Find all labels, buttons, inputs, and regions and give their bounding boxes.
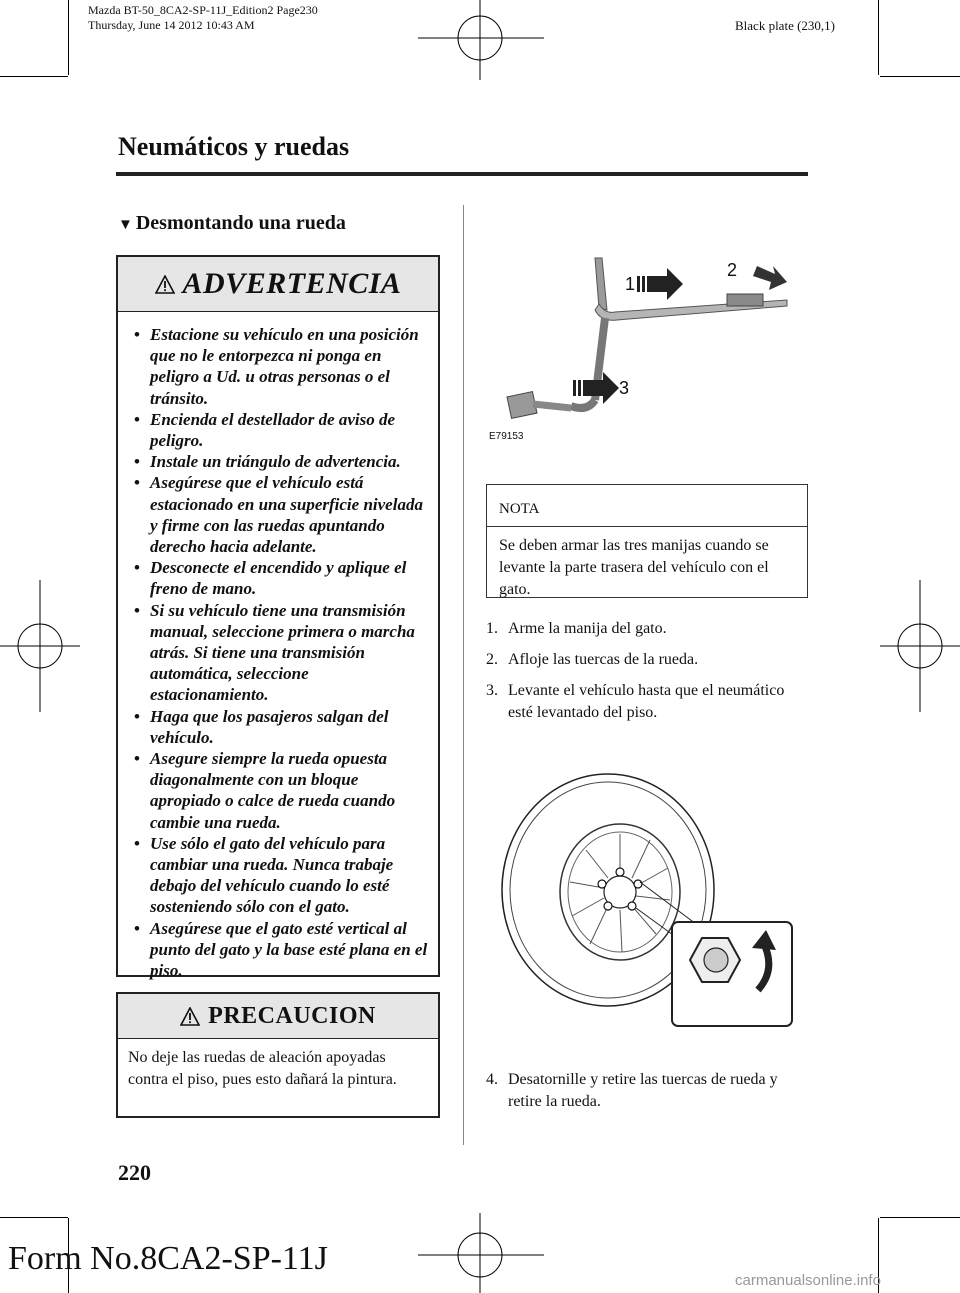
warning-list: [118, 312, 438, 981]
section-title: Desmontando una rueda: [135, 212, 346, 234]
section-heading: [118, 212, 346, 235]
chapter-title: Neumáticos y ruedas: [118, 132, 350, 161]
step-list: [486, 618, 808, 733]
crop-mark: [0, 1217, 68, 1218]
column-separator: [463, 205, 464, 1145]
warning-item: • Instale un triángulo de advertencia.: [130, 451, 430, 472]
registration-mark-bottom: [418, 1213, 544, 1293]
step-item: [486, 680, 808, 724]
warning-item: • Estacione su vehículo en una posición que no le entorpezca ni ponga en peligro a Ud. u otras personas o el tránsito.: [130, 324, 430, 409]
step-number: 3.: [486, 682, 498, 699]
caution-title: PRECAUCION: [208, 1002, 376, 1029]
print-meta-line2: Thursday, June 14 2012 10:43 AM: [88, 18, 255, 32]
warning-item: • Asegúrese que el gato esté vertical al punto del gato y la base esté plana en el piso.: [130, 918, 430, 982]
warning-item: • Encienda el destellador de aviso de peligro.: [130, 409, 430, 451]
warning-item: • Haga que los pasajeros salgan del vehículo.: [130, 706, 430, 748]
warning-item: • Desconecte el encendido y aplique el freno de mano.: [130, 557, 430, 599]
crop-mark: [880, 76, 960, 77]
callout-3: 3: [619, 378, 630, 398]
watermark: carmanualsonline.info: [735, 1272, 881, 1289]
warning-triangle-icon: [155, 275, 175, 294]
step-item: [486, 1069, 808, 1122]
section-marker: ▼: [118, 217, 133, 233]
caution-triangle-icon: [180, 1007, 200, 1026]
crop-mark: [878, 0, 879, 75]
arrow-icon: [753, 266, 787, 290]
registration-mark-top: [418, 0, 544, 80]
note-text: Se deben armar las tres manijas cuando se levante la parte trasera del vehículo con el gato.: [499, 537, 769, 598]
warning-item: • Use sólo el gato del vehículo para cambiar una rueda. Nunca trabaje debajo del vehículo cuando lo esté sosteniendo sólo con el gato.: [130, 833, 430, 918]
arrow-icon: [637, 268, 683, 300]
print-meta: [88, 3, 318, 33]
chapter-rule: [116, 172, 808, 176]
figure-code: E79153: [489, 431, 524, 442]
plate-label: Black plate (230,1): [735, 18, 835, 33]
warning-box: [116, 255, 440, 981]
step-text: Afloje las tuercas de la rueda.: [508, 651, 699, 668]
caution-header: [118, 994, 438, 1039]
warning-item: • Asegure siempre la rueda opuesta diagonalmente con un bloque apropiado o calce de rueda cuando cambie una rueda.: [130, 748, 430, 833]
page-number: 220: [118, 1160, 151, 1185]
caution-box: [116, 992, 440, 1118]
note-title: NOTA: [487, 485, 807, 527]
step-item: [486, 618, 808, 640]
note-box: [486, 484, 808, 598]
warning-header: [118, 257, 438, 312]
crop-mark: [68, 0, 69, 75]
step-item: [486, 649, 808, 671]
step-number: 4.: [486, 1071, 498, 1088]
callout-2: 2: [727, 260, 738, 280]
warning-title: ADVERTENCIA: [182, 267, 402, 300]
registration-mark-right: [880, 580, 960, 712]
print-meta-line1: Mazda BT-50_8CA2-SP-11J_Edition2 Page230: [88, 3, 318, 17]
crop-mark: [880, 1217, 960, 1218]
form-number: Form No.8CA2-SP-11J: [8, 1240, 328, 1277]
step-number: 1.: [486, 620, 498, 637]
step-text: Levante el vehículo hasta que el neumático esté levantado del piso.: [508, 682, 785, 721]
step-text: Desatornille y retire las tuercas de rueda y retire la rueda.: [508, 1071, 778, 1110]
callout-1: 1: [625, 274, 636, 294]
wheel-lug-nut-illustration: [490, 770, 808, 1030]
jack-handle-illustration: [487, 230, 807, 445]
step-text: Arme la manija del gato.: [508, 620, 667, 637]
step-number: 2.: [486, 651, 498, 668]
warning-item: • Asegúrese que el vehículo está estacionado en una superficie nivelada y firme con las ruedas apuntando derecho hacia adelante.: [130, 472, 430, 557]
warning-item: • Si su vehículo tiene una transmisión manual, seleccione primera o marcha atrás. Si tiene una transmisión automática, seleccione estacionamiento.: [130, 600, 430, 706]
crop-mark: [0, 76, 68, 77]
caution-text: No deje las ruedas de aleación apoyadas contra el piso, pues esto dañará la pintura.: [128, 1049, 397, 1088]
registration-mark-left: [0, 580, 80, 712]
